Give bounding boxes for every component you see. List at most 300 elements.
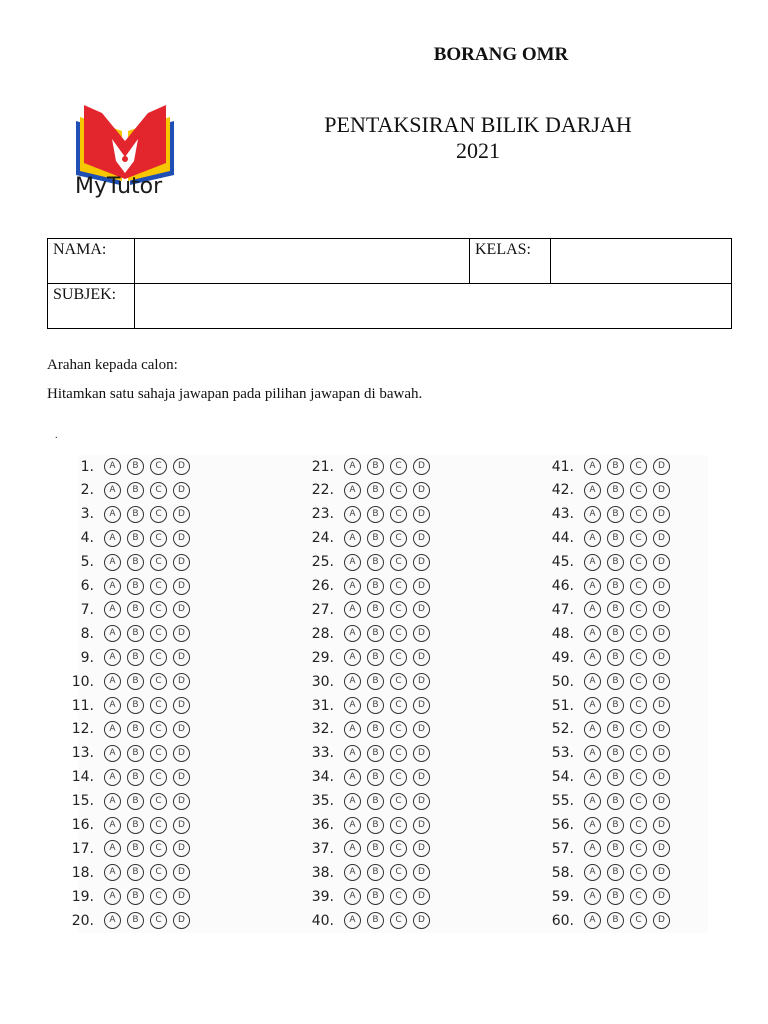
option-bubble-a[interactable]: A [344,554,361,571]
option-bubble-a[interactable]: A [104,888,121,905]
question-row [536,575,670,598]
question-number: 12. [71,721,94,738]
question-row [56,861,190,884]
instructions-text: Hitamkan satu sahaja jawapan pada pilihan jawapan di bawah. [47,386,423,402]
option-bubble-a[interactable]: A [104,506,121,523]
option-bubble-a[interactable]: A [104,912,121,929]
option-bubble-a[interactable]: A [584,578,601,595]
option-bubble-b[interactable]: B [127,578,144,595]
option-bubble-c[interactable]: C [390,554,407,571]
option-bubble-c[interactable]: C [150,769,167,786]
option-bubble-c[interactable]: C [390,840,407,857]
option-bubble-c[interactable]: C [390,888,407,905]
option-bubble-b[interactable]: B [607,673,624,690]
option-bubble-c[interactable]: C [630,721,647,738]
option-bubble-a[interactable]: A [344,817,361,834]
option-bubble-d[interactable]: D [173,769,190,786]
question-number: 20. [71,912,94,929]
option-bubble-d[interactable]: D [653,793,670,810]
option-bubble-c[interactable]: C [150,482,167,499]
option-bubble-c[interactable]: C [390,482,407,499]
option-bubble-b[interactable]: B [367,840,384,857]
option-bubble-d[interactable]: D [173,578,190,595]
option-bubble-b[interactable]: B [367,721,384,738]
option-bubble-a[interactable]: A [344,530,361,547]
option-bubble-b[interactable]: B [127,793,144,810]
option-bubble-d[interactable]: D [173,721,190,738]
option-bubble-a[interactable]: A [344,458,361,475]
option-bubble-b[interactable]: B [367,697,384,714]
question-number: 46. [551,578,574,594]
option-bubble-a[interactable]: A [344,840,361,857]
option-bubble-a[interactable]: A [584,721,601,738]
option-bubble-c[interactable]: C [150,793,167,810]
option-bubble-c[interactable]: C [390,817,407,834]
option-bubble-d[interactable]: D [653,912,670,929]
option-bubble-c[interactable]: C [390,864,407,881]
option-bubble-b[interactable]: B [367,601,384,618]
option-bubble-b[interactable]: B [127,601,144,618]
option-bubble-d[interactable]: D [413,601,430,618]
option-bubble-b[interactable]: B [127,458,144,475]
option-bubble-c[interactable]: C [150,625,167,642]
option-bubble-c[interactable]: C [390,506,407,523]
option-bubble-b[interactable]: B [367,745,384,762]
option-bubble-d[interactable]: D [413,888,430,905]
question-row [56,885,190,908]
option-bubble-d[interactable]: D [653,769,670,786]
question-row [56,503,190,526]
option-bubble-b[interactable]: B [607,554,624,571]
option-bubble-b[interactable]: B [607,721,624,738]
option-bubble-c[interactable]: C [390,912,407,929]
question-number: 26. [311,578,334,594]
option-bubble-a[interactable]: A [344,625,361,642]
option-bubble-b[interactable]: B [607,888,624,905]
option-bubble-d[interactable]: D [413,769,430,786]
question-number: 31. [311,697,334,714]
option-bubble-d[interactable]: D [653,554,670,571]
option-bubble-b[interactable]: B [607,840,624,857]
answer-grid [71,455,708,933]
option-bubble-d[interactable]: D [653,601,670,618]
option-bubble-c[interactable]: C [390,578,407,595]
question-number: 57. [551,840,574,857]
question-row [296,575,430,598]
option-bubble-d[interactable]: D [653,625,670,642]
option-bubble-a[interactable]: A [344,482,361,499]
option-bubble-d[interactable]: D [413,482,430,499]
option-bubble-d[interactable]: D [653,840,670,857]
option-bubble-b[interactable]: B [127,817,144,834]
option-bubble-a[interactable]: A [344,721,361,738]
option-bubble-b[interactable]: B [607,578,624,595]
question-number: 8. [80,625,94,642]
question-row [296,766,430,789]
option-bubble-b[interactable]: B [367,530,384,547]
option-bubble-c[interactable]: C [150,697,167,714]
question-row [536,455,670,478]
option-bubble-c[interactable]: C [390,793,407,810]
question-number: 43. [551,506,574,523]
question-row [56,837,190,860]
option-bubble-c[interactable]: C [630,745,647,762]
class-field[interactable] [551,239,732,284]
option-bubble-b[interactable]: B [367,912,384,929]
stray-dot: . [55,430,58,441]
option-bubble-d[interactable]: D [653,864,670,881]
page-title [0,112,768,164]
option-bubble-b[interactable]: B [367,625,384,642]
option-bubble-b[interactable]: B [127,864,144,881]
option-bubble-c[interactable]: C [390,458,407,475]
option-bubble-c[interactable]: C [630,506,647,523]
option-bubble-d[interactable]: D [173,697,190,714]
option-bubble-d[interactable]: D [413,864,430,881]
question-row [536,790,670,813]
option-bubble-c[interactable]: C [150,649,167,666]
option-bubble-c[interactable]: C [150,673,167,690]
subject-field[interactable] [135,284,732,329]
option-bubble-b[interactable]: B [607,817,624,834]
option-bubble-c[interactable]: C [630,888,647,905]
option-bubble-b[interactable]: B [127,769,144,786]
question-number: 38. [311,864,334,881]
option-bubble-c[interactable]: C [630,840,647,857]
option-bubble-b[interactable]: B [127,530,144,547]
option-bubble-b[interactable]: B [127,745,144,762]
option-bubble-d[interactable]: D [173,793,190,810]
question-row [536,670,670,693]
option-bubble-c[interactable]: C [630,625,647,642]
option-bubble-c[interactable]: C [150,554,167,571]
question-number: 3. [80,506,94,523]
option-bubble-d[interactable]: D [173,601,190,618]
option-bubble-a[interactable]: A [104,864,121,881]
option-bubble-b[interactable]: B [127,673,144,690]
option-bubble-c[interactable]: C [150,506,167,523]
question-number: 18. [71,864,94,881]
option-bubble-d[interactable]: D [173,745,190,762]
option-bubble-a[interactable]: A [584,840,601,857]
option-bubble-a[interactable]: A [344,649,361,666]
option-bubble-b[interactable]: B [127,912,144,929]
option-bubble-c[interactable]: C [630,458,647,475]
option-bubble-b[interactable]: B [607,697,624,714]
option-bubble-a[interactable]: A [584,482,601,499]
option-bubble-b[interactable]: B [127,625,144,642]
question-row [56,909,190,932]
option-bubble-c[interactable]: C [390,530,407,547]
option-bubble-d[interactable]: D [653,482,670,499]
option-bubble-a[interactable]: A [104,625,121,642]
option-bubble-c[interactable]: C [630,649,647,666]
question-row [536,718,670,741]
option-bubble-d[interactable]: D [653,745,670,762]
question-number: 42. [551,482,574,499]
question-number: 41. [551,458,574,475]
question-row [536,766,670,789]
option-bubble-d[interactable]: D [653,673,670,690]
option-bubble-a[interactable]: A [584,625,601,642]
logo-text: MyTutor [75,174,163,199]
option-bubble-a[interactable]: A [584,888,601,905]
option-bubble-d[interactable]: D [173,625,190,642]
option-bubble-a[interactable]: A [344,912,361,929]
option-bubble-c[interactable]: C [390,769,407,786]
option-bubble-a[interactable]: A [104,840,121,857]
option-bubble-a[interactable]: A [584,649,601,666]
option-bubble-a[interactable]: A [584,912,601,929]
option-bubble-d[interactable]: D [173,864,190,881]
option-bubble-d[interactable]: D [173,673,190,690]
option-bubble-b[interactable]: B [367,888,384,905]
question-number: 44. [551,530,574,547]
option-bubble-c[interactable]: C [630,578,647,595]
option-bubble-d[interactable]: D [413,578,430,595]
question-number: 45. [551,554,574,571]
option-bubble-c[interactable]: C [150,888,167,905]
question-number: 17. [71,840,94,857]
option-bubble-c[interactable]: C [150,601,167,618]
option-bubble-b[interactable]: B [607,482,624,499]
option-bubble-b[interactable]: B [367,578,384,595]
option-bubble-a[interactable]: A [104,673,121,690]
option-bubble-d[interactable]: D [653,697,670,714]
option-bubble-b[interactable]: B [367,769,384,786]
option-bubble-c[interactable]: C [150,458,167,475]
option-bubble-b[interactable]: B [127,721,144,738]
option-bubble-b[interactable]: B [127,697,144,714]
option-bubble-a[interactable]: A [104,482,121,499]
option-bubble-c[interactable]: C [150,745,167,762]
option-bubble-a[interactable]: A [584,530,601,547]
option-bubble-a[interactable]: A [584,506,601,523]
option-bubble-d[interactable]: D [173,840,190,857]
option-bubble-a[interactable]: A [584,769,601,786]
option-bubble-c[interactable]: C [150,912,167,929]
option-bubble-a[interactable]: A [584,673,601,690]
option-bubble-d[interactable]: D [653,458,670,475]
option-bubble-b[interactable]: B [367,793,384,810]
option-bubble-c[interactable]: C [390,673,407,690]
option-bubble-c[interactable]: C [630,793,647,810]
option-bubble-b[interactable]: B [607,625,624,642]
option-bubble-c[interactable]: C [150,721,167,738]
question-number: 13. [71,745,94,762]
option-bubble-b[interactable]: B [367,458,384,475]
option-bubble-b[interactable]: B [127,840,144,857]
option-bubble-a[interactable]: A [344,578,361,595]
option-bubble-c[interactable]: C [390,625,407,642]
option-bubble-d[interactable]: D [173,912,190,929]
option-bubble-a[interactable]: A [344,888,361,905]
option-bubble-a[interactable]: A [584,601,601,618]
option-bubble-b[interactable]: B [127,649,144,666]
option-bubble-d[interactable]: D [413,912,430,929]
option-bubble-c[interactable]: C [150,817,167,834]
option-bubble-a[interactable]: A [104,721,121,738]
option-bubble-a[interactable]: A [104,578,121,595]
option-bubble-d[interactable]: D [413,840,430,857]
option-bubble-a[interactable]: A [104,601,121,618]
question-number: 34. [311,769,334,786]
question-number: 24. [311,530,334,547]
option-bubble-d[interactable]: D [653,530,670,547]
option-bubble-a[interactable]: A [344,745,361,762]
option-bubble-c[interactable]: C [630,530,647,547]
option-bubble-a[interactable]: A [584,554,601,571]
option-bubble-c[interactable]: C [630,673,647,690]
option-bubble-a[interactable]: A [584,817,601,834]
option-bubble-a[interactable]: A [104,745,121,762]
option-bubble-c[interactable]: C [630,482,647,499]
option-bubble-a[interactable]: A [344,697,361,714]
option-bubble-d[interactable]: D [653,817,670,834]
option-bubble-b[interactable]: B [367,864,384,881]
option-bubble-a[interactable]: A [104,530,121,547]
option-bubble-a[interactable]: A [104,458,121,475]
option-bubble-c[interactable]: C [630,769,647,786]
option-bubble-b[interactable]: B [367,673,384,690]
option-bubble-d[interactable]: D [413,745,430,762]
option-bubble-a[interactable]: A [584,793,601,810]
option-bubble-a[interactable]: A [584,697,601,714]
option-bubble-d[interactable]: D [653,578,670,595]
option-bubble-a[interactable]: A [104,649,121,666]
option-bubble-a[interactable]: A [344,601,361,618]
question-row [296,861,430,884]
class-label: KELAS: [470,239,551,284]
question-row [296,622,430,645]
name-label: NAMA: [48,239,135,284]
question-number: 16. [71,817,94,833]
option-bubble-a[interactable]: A [104,554,121,571]
option-bubble-b[interactable]: B [607,769,624,786]
option-bubble-b[interactable]: B [607,530,624,547]
question-row [536,551,670,574]
option-bubble-a[interactable]: A [104,697,121,714]
option-bubble-b[interactable]: B [127,506,144,523]
option-bubble-a[interactable]: A [104,769,121,786]
option-bubble-b[interactable]: B [607,601,624,618]
option-bubble-c[interactable]: C [150,840,167,857]
option-bubble-a[interactable]: A [344,673,361,690]
option-bubble-b[interactable]: B [367,554,384,571]
option-bubble-d[interactable]: D [173,458,190,475]
question-number: 51. [551,697,574,714]
option-bubble-a[interactable]: A [584,864,601,881]
option-bubble-c[interactable]: C [150,530,167,547]
option-bubble-a[interactable]: A [344,864,361,881]
option-bubble-d[interactable]: D [173,530,190,547]
question-row [296,909,430,932]
question-number: 6. [80,578,94,594]
option-bubble-d[interactable]: D [413,673,430,690]
option-bubble-b[interactable]: B [127,482,144,499]
option-bubble-b[interactable]: B [607,458,624,475]
option-bubble-b[interactable]: B [367,649,384,666]
option-bubble-d[interactable]: D [413,506,430,523]
option-bubble-b[interactable]: B [607,864,624,881]
option-bubble-b[interactable]: B [607,745,624,762]
option-bubble-d[interactable]: D [653,649,670,666]
question-number: 36. [311,817,334,833]
option-bubble-d[interactable]: D [413,625,430,642]
option-bubble-d[interactable]: D [413,530,430,547]
question-row [56,766,190,789]
option-bubble-d[interactable]: D [653,888,670,905]
name-field[interactable] [135,239,470,284]
option-bubble-b[interactable]: B [367,817,384,834]
option-bubble-d[interactable]: D [173,554,190,571]
option-bubble-b[interactable]: B [607,506,624,523]
option-bubble-c[interactable]: C [630,697,647,714]
option-bubble-d[interactable]: D [173,482,190,499]
option-bubble-c[interactable]: C [630,817,647,834]
option-bubble-d[interactable]: D [413,458,430,475]
option-bubble-a[interactable]: A [104,793,121,810]
option-bubble-c[interactable]: C [150,578,167,595]
question-row [56,742,190,765]
question-number: 35. [311,793,334,810]
option-bubble-d[interactable]: D [653,506,670,523]
option-bubble-d[interactable]: D [173,817,190,834]
option-bubble-d[interactable]: D [413,649,430,666]
option-bubble-b[interactable]: B [127,554,144,571]
option-bubble-d[interactable]: D [173,888,190,905]
question-row [536,742,670,765]
question-row [296,670,430,693]
option-bubble-d[interactable]: D [413,554,430,571]
option-bubble-a[interactable]: A [344,793,361,810]
option-bubble-d[interactable]: D [413,817,430,834]
option-bubble-d[interactable]: D [653,721,670,738]
option-bubble-a[interactable]: A [344,769,361,786]
option-bubble-d[interactable]: D [173,506,190,523]
option-bubble-b[interactable]: B [367,482,384,499]
option-bubble-d[interactable]: D [413,721,430,738]
option-bubble-d[interactable]: D [173,649,190,666]
option-bubble-c[interactable]: C [630,912,647,929]
option-bubble-b[interactable]: B [607,649,624,666]
option-bubble-c[interactable]: C [390,697,407,714]
option-bubble-b[interactable]: B [607,912,624,929]
question-row [56,646,190,669]
option-bubble-c[interactable]: C [150,864,167,881]
option-bubble-c[interactable]: C [630,554,647,571]
option-bubble-c[interactable]: C [630,601,647,618]
option-bubble-a[interactable]: A [584,745,601,762]
question-row [56,598,190,621]
option-bubble-d[interactable]: D [413,697,430,714]
option-bubble-d[interactable]: D [413,793,430,810]
option-bubble-a[interactable]: A [344,506,361,523]
question-number: 21. [311,458,334,475]
option-bubble-c[interactable]: C [390,721,407,738]
question-row [296,885,430,908]
option-bubble-b[interactable]: B [367,506,384,523]
question-row [56,718,190,741]
option-bubble-c[interactable]: C [390,649,407,666]
option-bubble-b[interactable]: B [127,888,144,905]
option-bubble-a[interactable]: A [104,817,121,834]
option-bubble-c[interactable]: C [390,601,407,618]
option-bubble-c[interactable]: C [630,864,647,881]
option-bubble-a[interactable]: A [584,458,601,475]
option-bubble-c[interactable]: C [390,745,407,762]
option-bubble-b[interactable]: B [607,793,624,810]
